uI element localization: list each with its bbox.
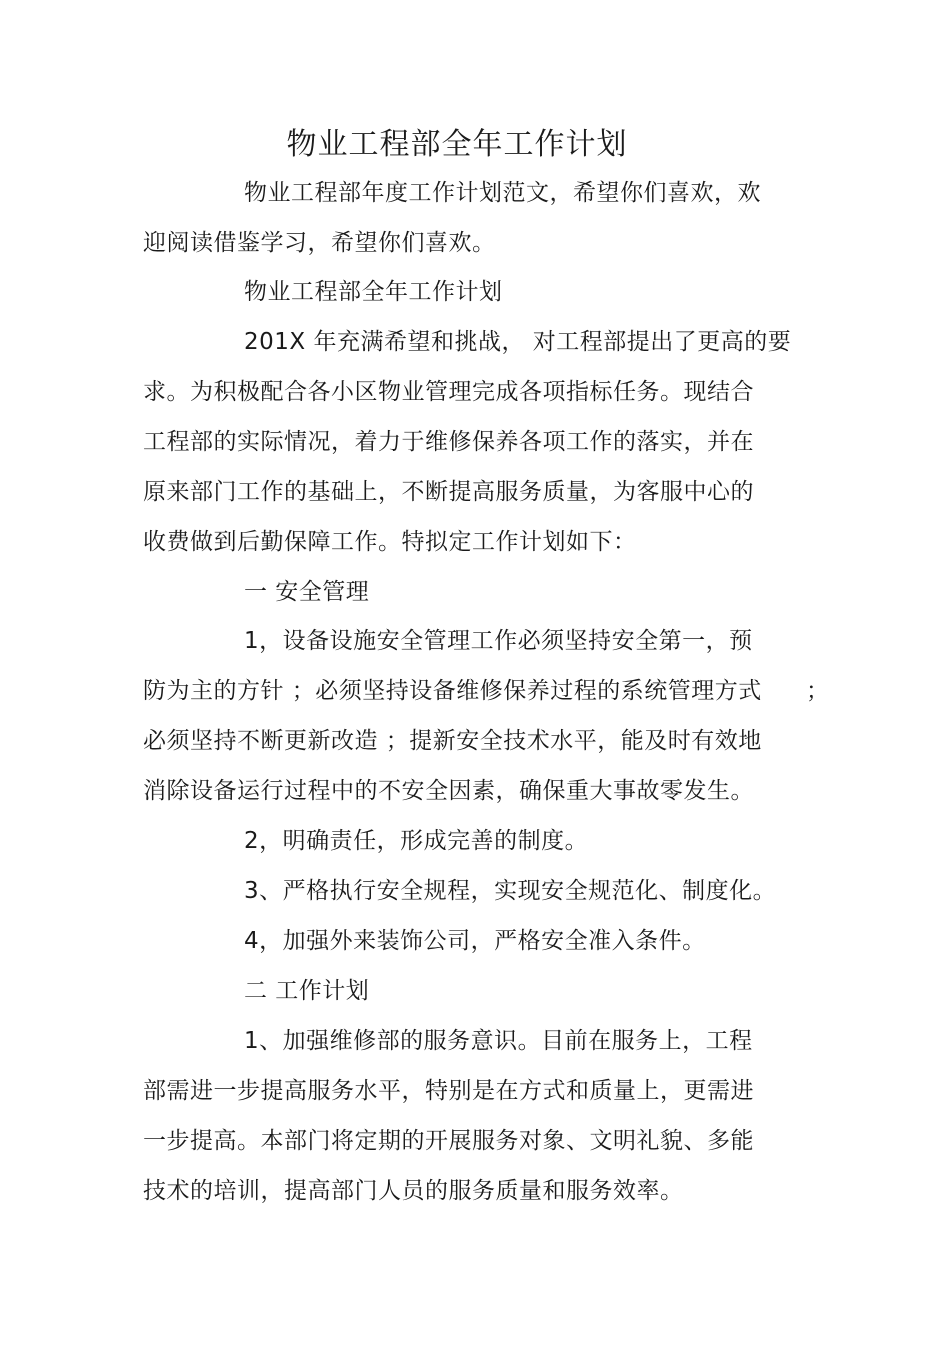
paragraph-line: 技术的培训，提高部门人员的服务质量和服务效率。 — [143, 1178, 684, 1204]
paragraph-line: 201X 年充满希望和挑战， 对工程部提出了更高的要 — [244, 329, 792, 355]
paragraph-line: 收费做到后勤保障工作。特拟定工作计划如下： — [143, 529, 637, 555]
document-title: 物业工程部全年工作计划 — [286, 127, 628, 162]
paragraph-line: 求。为积极配合各小区物业管理完成各项指标任务。现结合 — [143, 379, 754, 405]
paragraph-line: 工程部的实际情况，着力于维修保养各项工作的落实，并在 — [143, 429, 754, 455]
paragraph-line: 3、严格执行安全规程，实现安全规范化、制度化。 — [244, 878, 777, 904]
paragraph-line: 物业工程部年度工作计划范文，希望你们喜欢，欢 — [244, 180, 761, 206]
paragraph-line: 部需进一步提高服务水平，特别是在方式和质量上，更需进 — [143, 1078, 754, 1104]
section-heading: 二 工作计划 — [244, 978, 370, 1004]
paragraph-line: 原来部门工作的基础上，不断提高服务质量，为客服中心的 — [143, 479, 754, 505]
paragraph-line: 1、加强维修部的服务意识。目前在服务上，工程 — [244, 1028, 753, 1054]
paragraph-line: 一步提高。本部门将定期的开展服务对象、文明礼貌、多能 — [143, 1128, 754, 1154]
paragraph-line: 1，设备设施安全管理工作必须坚持安全第一，预 — [244, 628, 753, 654]
paragraph-line: 物业工程部全年工作计划 — [244, 279, 503, 305]
paragraph-line: 4，加强外来装饰公司，严格安全准入条件。 — [244, 928, 706, 954]
paragraph-line: ； — [806, 678, 830, 704]
paragraph-line: 2，明确责任，形成完善的制度。 — [244, 828, 589, 854]
paragraph-line: 迎阅读借鉴学习，希望你们喜欢。 — [143, 230, 496, 256]
section-heading: 一 安全管理 — [244, 579, 370, 605]
paragraph-line: 防为主的方针 ；必须坚持设备维修保养过程的系统管理方式 — [143, 678, 762, 704]
paragraph-line: 必须坚持不断更新改造 ；提新安全技术水平，能及时有效地 — [143, 728, 762, 754]
paragraph-line: 消除设备运行过程中的不安全因素，确保重大事故零发生。 — [143, 778, 754, 804]
